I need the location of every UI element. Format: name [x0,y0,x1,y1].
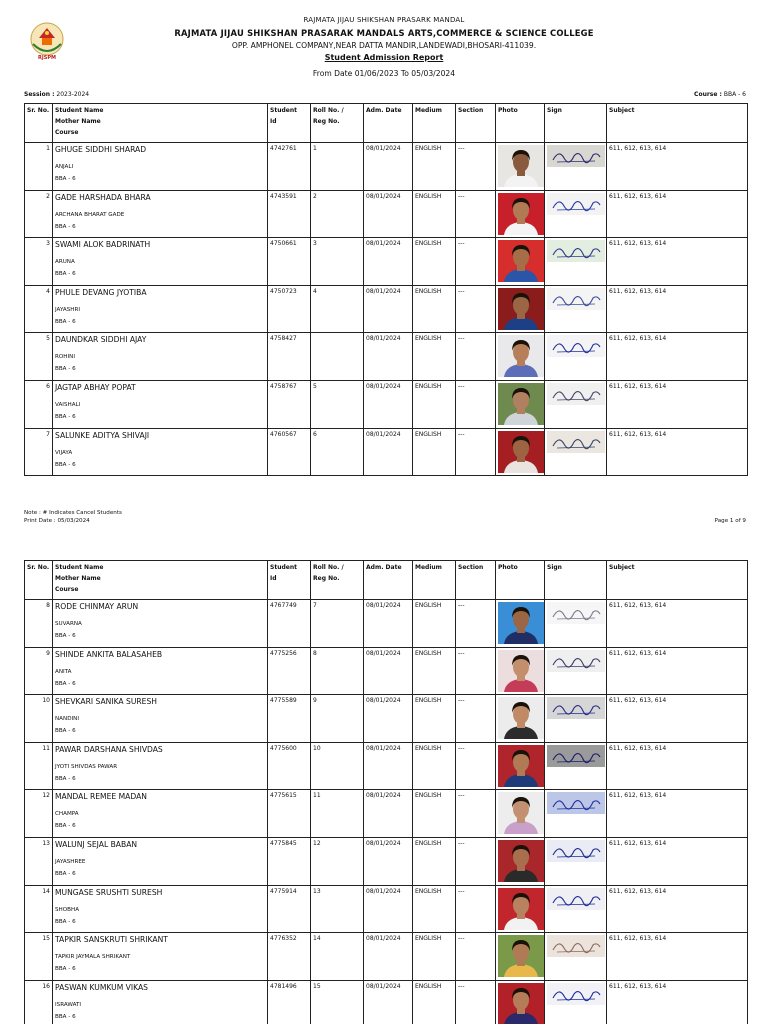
section: --- [456,742,496,790]
sr-no: 15 [25,933,53,981]
student-row [25,190,748,238]
col-name: Student Name Mother Name Course [53,104,268,143]
sr-no: 2 [25,190,53,238]
footer-note [24,509,122,525]
course-name: BBA - 6 [55,680,76,687]
student-signature [547,697,605,719]
medium: ENGLISH [413,980,456,1024]
table-header-row [25,104,748,143]
roll-no: 13 [311,885,364,933]
student-name: DAUNDKAR SIDDHI AJAY [55,335,147,345]
col-section: Section [456,561,496,600]
col-sign: Sign [545,104,607,143]
course-name: BBA - 6 [55,918,76,925]
section: --- [456,790,496,838]
sr-no: 10 [25,695,53,743]
report-title: Student Admission Report [324,53,444,62]
section: --- [456,837,496,885]
subjects: 611, 612, 613, 614 [607,933,748,981]
student-photo [498,745,544,787]
svg-text:RJSPM: RJSPM [38,55,56,61]
sr-no: 6 [25,380,53,428]
student-name-cell [53,742,268,790]
course-name: BBA - 6 [55,1013,76,1020]
course-info [694,91,746,98]
sign-cell [545,285,607,333]
student-name: PHULE DEVANG JYOTIBA [55,287,147,297]
sign-cell [545,695,607,743]
student-name: PAWAR DARSHANA SHIVDAS [55,744,163,754]
course-name: BBA - 6 [55,728,76,735]
adm-date: 08/01/2024 [364,790,413,838]
roll-no: 10 [311,742,364,790]
col-student-id: Student Id [268,561,311,600]
student-id: 4750723 [268,285,311,333]
student-name-cell [53,285,268,333]
medium: ENGLISH [413,790,456,838]
student-id: 4775845 [268,837,311,885]
student-name-cell [53,190,268,238]
student-photo [498,697,544,739]
course-name: BBA - 6 [55,461,76,468]
section: --- [456,933,496,981]
mother-name: ROHINI [55,354,75,361]
mother-name: VIJAYA [55,449,73,456]
student-signature [547,650,605,672]
admission-table-page-1 [24,103,748,476]
sign-cell [545,885,607,933]
sr-no: 12 [25,790,53,838]
photo-cell [496,380,545,428]
adm-date: 08/01/2024 [364,837,413,885]
sign-cell [545,742,607,790]
student-name: GHUGE SIDDHI SHARAD [55,145,147,154]
mother-name: CHAMPA [55,811,79,818]
student-id: 4760567 [268,428,311,476]
student-signature [547,888,605,910]
college-address: OPP. AMPHONEL COMPANY,NEAR DATTA MANDIR,LANDEWADI,BHOSARI-411039. [231,41,537,50]
print-date: Print Date : 05/03/2024 [24,518,90,524]
student-row [25,285,748,333]
col-section: Section [456,104,496,143]
subjects: 611, 612, 613, 614 [607,885,748,933]
col-photo: Photo [496,104,545,143]
sr-no: 13 [25,837,53,885]
col-subject: Subject [607,561,748,600]
mother-name: ANITA [55,668,72,675]
mandal-name: RAJMATA JIJAU SHIKSHAN PRASARK MANDAL [303,16,465,24]
photo-cell [496,933,545,981]
student-signature [547,983,605,1005]
admission-table-page-2 [24,560,748,1024]
student-signature [547,383,605,405]
student-row [25,790,748,838]
report-header [0,0,768,90]
sr-no: 4 [25,285,53,333]
medium: ENGLISH [413,143,456,191]
student-id: 4742761 [268,143,311,191]
sign-cell [545,143,607,191]
student-row [25,238,748,286]
col-adm-date: Adm. Date [364,561,413,600]
student-signature [547,792,605,814]
subjects: 611, 612, 613, 614 [607,285,748,333]
subjects: 611, 612, 613, 614 [607,238,748,286]
student-name-cell [53,333,268,381]
session-info [24,91,89,98]
student-row [25,333,748,381]
mother-name: ISRAWATI [55,1001,82,1008]
col-student-id: Student Id [268,104,311,143]
student-signature [547,745,605,767]
course-name: BBA - 6 [55,775,76,782]
student-photo [498,983,544,1024]
student-id: 4775615 [268,790,311,838]
student-signature [547,840,605,862]
section: --- [456,600,496,648]
student-signature [547,335,605,357]
col-sign: Sign [545,561,607,600]
mother-name: ARUNA [55,259,75,266]
student-signature [547,602,605,624]
section: --- [456,285,496,333]
student-signature [547,431,605,453]
adm-date: 08/01/2024 [364,600,413,648]
student-row [25,600,748,648]
student-photo [498,335,544,377]
sign-cell [545,647,607,695]
course-label: Course : [694,91,722,98]
student-row [25,143,748,191]
student-id: 4750661 [268,238,311,286]
photo-cell [496,980,545,1024]
adm-date: 08/01/2024 [364,190,413,238]
course-name: BBA - 6 [55,366,76,373]
student-id: 4775914 [268,885,311,933]
medium: ENGLISH [413,885,456,933]
college-name: RAJMATA JIJAU SHIKSHAN PRASARAK MANDALS ARTS,COMMERCE & SCIENCE COLLEGE [174,28,594,38]
photo-cell [496,647,545,695]
sr-no: 3 [25,238,53,286]
student-row [25,837,748,885]
course-name: BBA - 6 [55,223,76,230]
section: --- [456,143,496,191]
course-name: BBA - 6 [55,176,76,182]
sign-cell [545,837,607,885]
sign-cell [545,238,607,286]
roll-no: 3 [311,238,364,286]
sr-no: 7 [25,428,53,476]
medium: ENGLISH [413,695,456,743]
course-name: BBA - 6 [55,271,76,278]
student-name-cell [53,600,268,648]
medium: ENGLISH [413,428,456,476]
medium: ENGLISH [413,380,456,428]
subjects: 611, 612, 613, 614 [607,790,748,838]
roll-no: 15 [311,980,364,1024]
student-signature [547,240,605,262]
subjects: 611, 612, 613, 614 [607,600,748,648]
mother-name: SUVARNA [55,621,82,627]
section: --- [456,980,496,1024]
subjects: 611, 612, 613, 614 [607,143,748,191]
student-row [25,742,748,790]
course-name: BBA - 6 [55,318,76,325]
student-id: 4775256 [268,647,311,695]
adm-date: 08/01/2024 [364,380,413,428]
student-photo [498,145,544,187]
col-roll: Roll No. / Reg No. [311,104,364,143]
mother-name: JAYASHRI [55,306,81,313]
student-row [25,980,748,1024]
col-medium: Medium [413,561,456,600]
mother-name: ANJALI [55,164,74,170]
student-signature [547,288,605,310]
course-name: BBA - 6 [55,823,76,830]
roll-no: 4 [311,285,364,333]
student-name: SALUNKE ADITYA SHIVAJI [55,430,150,440]
student-name-cell [53,695,268,743]
session-value: 2023-2024 [56,91,90,98]
student-name: SHEVKARI SANIKA SURESH [55,697,158,707]
roll-no: 14 [311,933,364,981]
student-photo [498,840,544,882]
student-photo [498,602,544,644]
student-signature [547,935,605,957]
medium: ENGLISH [413,933,456,981]
sr-no: 11 [25,742,53,790]
roll-no: 12 [311,837,364,885]
student-name-cell [53,647,268,695]
student-row [25,647,748,695]
student-signature [547,145,605,167]
student-name: MUNGASE SRUSHTI SURESH [55,887,163,897]
student-photo [498,888,544,930]
subjects: 611, 612, 613, 614 [607,333,748,381]
mother-name: JYOTI SHIVDAS PAWAR [55,763,118,770]
student-id: 4767749 [268,600,311,648]
course-name: BBA - 6 [55,966,76,973]
roll-no: 6 [311,428,364,476]
student-name: SWAMI ALOK BADRINATH [55,240,151,250]
student-name-cell [53,428,268,476]
col-srno: Sr. No. [25,104,53,143]
roll-no: 8 [311,647,364,695]
student-name: TAPKIR SANSKRUTI SHRIKANT [55,935,168,945]
student-name: MANDAL REMEE MADAN [55,792,147,802]
student-id: 4758427 [268,333,311,381]
student-row [25,885,748,933]
photo-cell [496,742,545,790]
col-subject: Subject [607,104,748,143]
student-photo [498,288,544,330]
mother-name: NANDINI [55,716,79,723]
adm-date: 08/01/2024 [364,695,413,743]
sr-no: 16 [25,980,53,1024]
subjects: 611, 612, 613, 614 [607,980,748,1024]
student-signature [547,193,605,215]
adm-date: 08/01/2024 [364,285,413,333]
subjects: 611, 612, 613, 614 [607,647,748,695]
course-name: BBA - 6 [55,413,76,420]
course-name: BBA - 6 [55,870,76,877]
adm-date: 08/01/2024 [364,742,413,790]
course-value: BBA - 6 [723,91,746,98]
roll-no: 1 [311,143,364,191]
adm-date: 08/01/2024 [364,885,413,933]
student-photo [498,240,544,282]
medium: ENGLISH [413,238,456,286]
section: --- [456,647,496,695]
student-name-cell [53,885,268,933]
student-row [25,933,748,981]
student-photo [498,792,544,834]
student-name: PASWAN KUMKUM VIKAS [55,982,148,992]
roll-no: 11 [311,790,364,838]
table-header-row [25,561,748,600]
section: --- [456,885,496,933]
sr-no: 14 [25,885,53,933]
adm-date: 08/01/2024 [364,143,413,191]
col-srno: Sr. No. [25,561,53,600]
student-name-cell [53,790,268,838]
mother-name: VAISHALI [55,401,81,408]
student-name-cell [53,980,268,1024]
student-name-cell [53,837,268,885]
roll-no: 9 [311,695,364,743]
sr-no: 8 [25,600,53,648]
col-photo: Photo [496,561,545,600]
photo-cell [496,143,545,191]
subjects: 611, 612, 613, 614 [607,190,748,238]
roll-no: 5 [311,380,364,428]
medium: ENGLISH [413,285,456,333]
sign-cell [545,790,607,838]
section: --- [456,190,496,238]
photo-cell [496,238,545,286]
photo-cell [496,695,545,743]
adm-date: 08/01/2024 [364,980,413,1024]
sr-no: 5 [25,333,53,381]
sign-cell [545,600,607,648]
photo-cell [496,285,545,333]
course-name: BBA - 6 [55,633,76,639]
student-id: 4775589 [268,695,311,743]
mother-name: SHOBHA [55,906,80,913]
sign-cell [545,333,607,381]
subjects: 611, 612, 613, 614 [607,380,748,428]
student-name-cell [53,933,268,981]
section: --- [456,238,496,286]
student-row [25,428,748,476]
col-adm-date: Adm. Date [364,104,413,143]
student-name: WALUNJ SEJAL BABAN [55,839,138,849]
student-photo [498,935,544,977]
subjects: 611, 612, 613, 614 [607,742,748,790]
photo-cell [496,333,545,381]
sign-cell [545,980,607,1024]
medium: ENGLISH [413,647,456,695]
subjects: 611, 612, 613, 614 [607,837,748,885]
section: --- [456,428,496,476]
student-photo [498,650,544,692]
adm-date: 08/01/2024 [364,933,413,981]
student-id: 4775600 [268,742,311,790]
student-name-cell [53,143,268,191]
sr-no: 9 [25,647,53,695]
col-medium: Medium [413,104,456,143]
student-name: RODE CHINMAY ARUN [55,602,139,611]
mother-name: JAYASHREE [55,858,86,865]
photo-cell [496,428,545,476]
mother-name: TAPKIR JAYMALA SHRIKANT [55,954,131,961]
student-name: SHINDE ANKITA BALASAHEB [55,649,163,659]
medium: ENGLISH [413,837,456,885]
adm-date: 08/01/2024 [364,238,413,286]
sign-cell [545,190,607,238]
photo-cell [496,600,545,648]
student-name-cell [53,238,268,286]
col-roll: Roll No. / Reg No. [311,561,364,600]
photo-cell [496,190,545,238]
student-photo [498,431,544,473]
roll-no [311,333,364,381]
student-row [25,380,748,428]
student-id: 4743591 [268,190,311,238]
section: --- [456,380,496,428]
subjects: 611, 612, 613, 614 [607,695,748,743]
adm-date: 08/01/2024 [364,428,413,476]
student-row [25,695,748,743]
photo-cell [496,790,545,838]
medium: ENGLISH [413,190,456,238]
medium: ENGLISH [413,333,456,381]
session-label: Session : [24,91,55,98]
photo-cell [496,837,545,885]
page-number: Page 1 of 9 [714,518,746,524]
medium: ENGLISH [413,742,456,790]
section: --- [456,695,496,743]
student-photo [498,383,544,425]
col-name: Student Name Mother Name Course [53,561,268,600]
sr-no: 1 [25,143,53,191]
student-id: 4781496 [268,980,311,1024]
date-range: From Date 01/06/2023 To 05/03/2024 [312,69,456,78]
cancel-note: Note : # Indicates Cancel Students [24,510,122,516]
subjects: 611, 612, 613, 614 [607,428,748,476]
sign-cell [545,933,607,981]
sign-cell [545,380,607,428]
adm-date: 08/01/2024 [364,647,413,695]
section: --- [456,333,496,381]
sign-cell [545,428,607,476]
medium: ENGLISH [413,600,456,648]
student-name: JAGTAP ABHAY POPAT [55,382,136,392]
student-name-cell [53,380,268,428]
student-name: GADE HARSHADA BHARA [55,192,151,202]
student-id: 4776352 [268,933,311,981]
student-id: 4758767 [268,380,311,428]
student-photo [498,193,544,235]
mother-name: ARCHANA BHARAT GADE [55,211,125,218]
roll-no: 7 [311,600,364,648]
photo-cell [496,885,545,933]
roll-no: 2 [311,190,364,238]
adm-date: 08/01/2024 [364,333,413,381]
